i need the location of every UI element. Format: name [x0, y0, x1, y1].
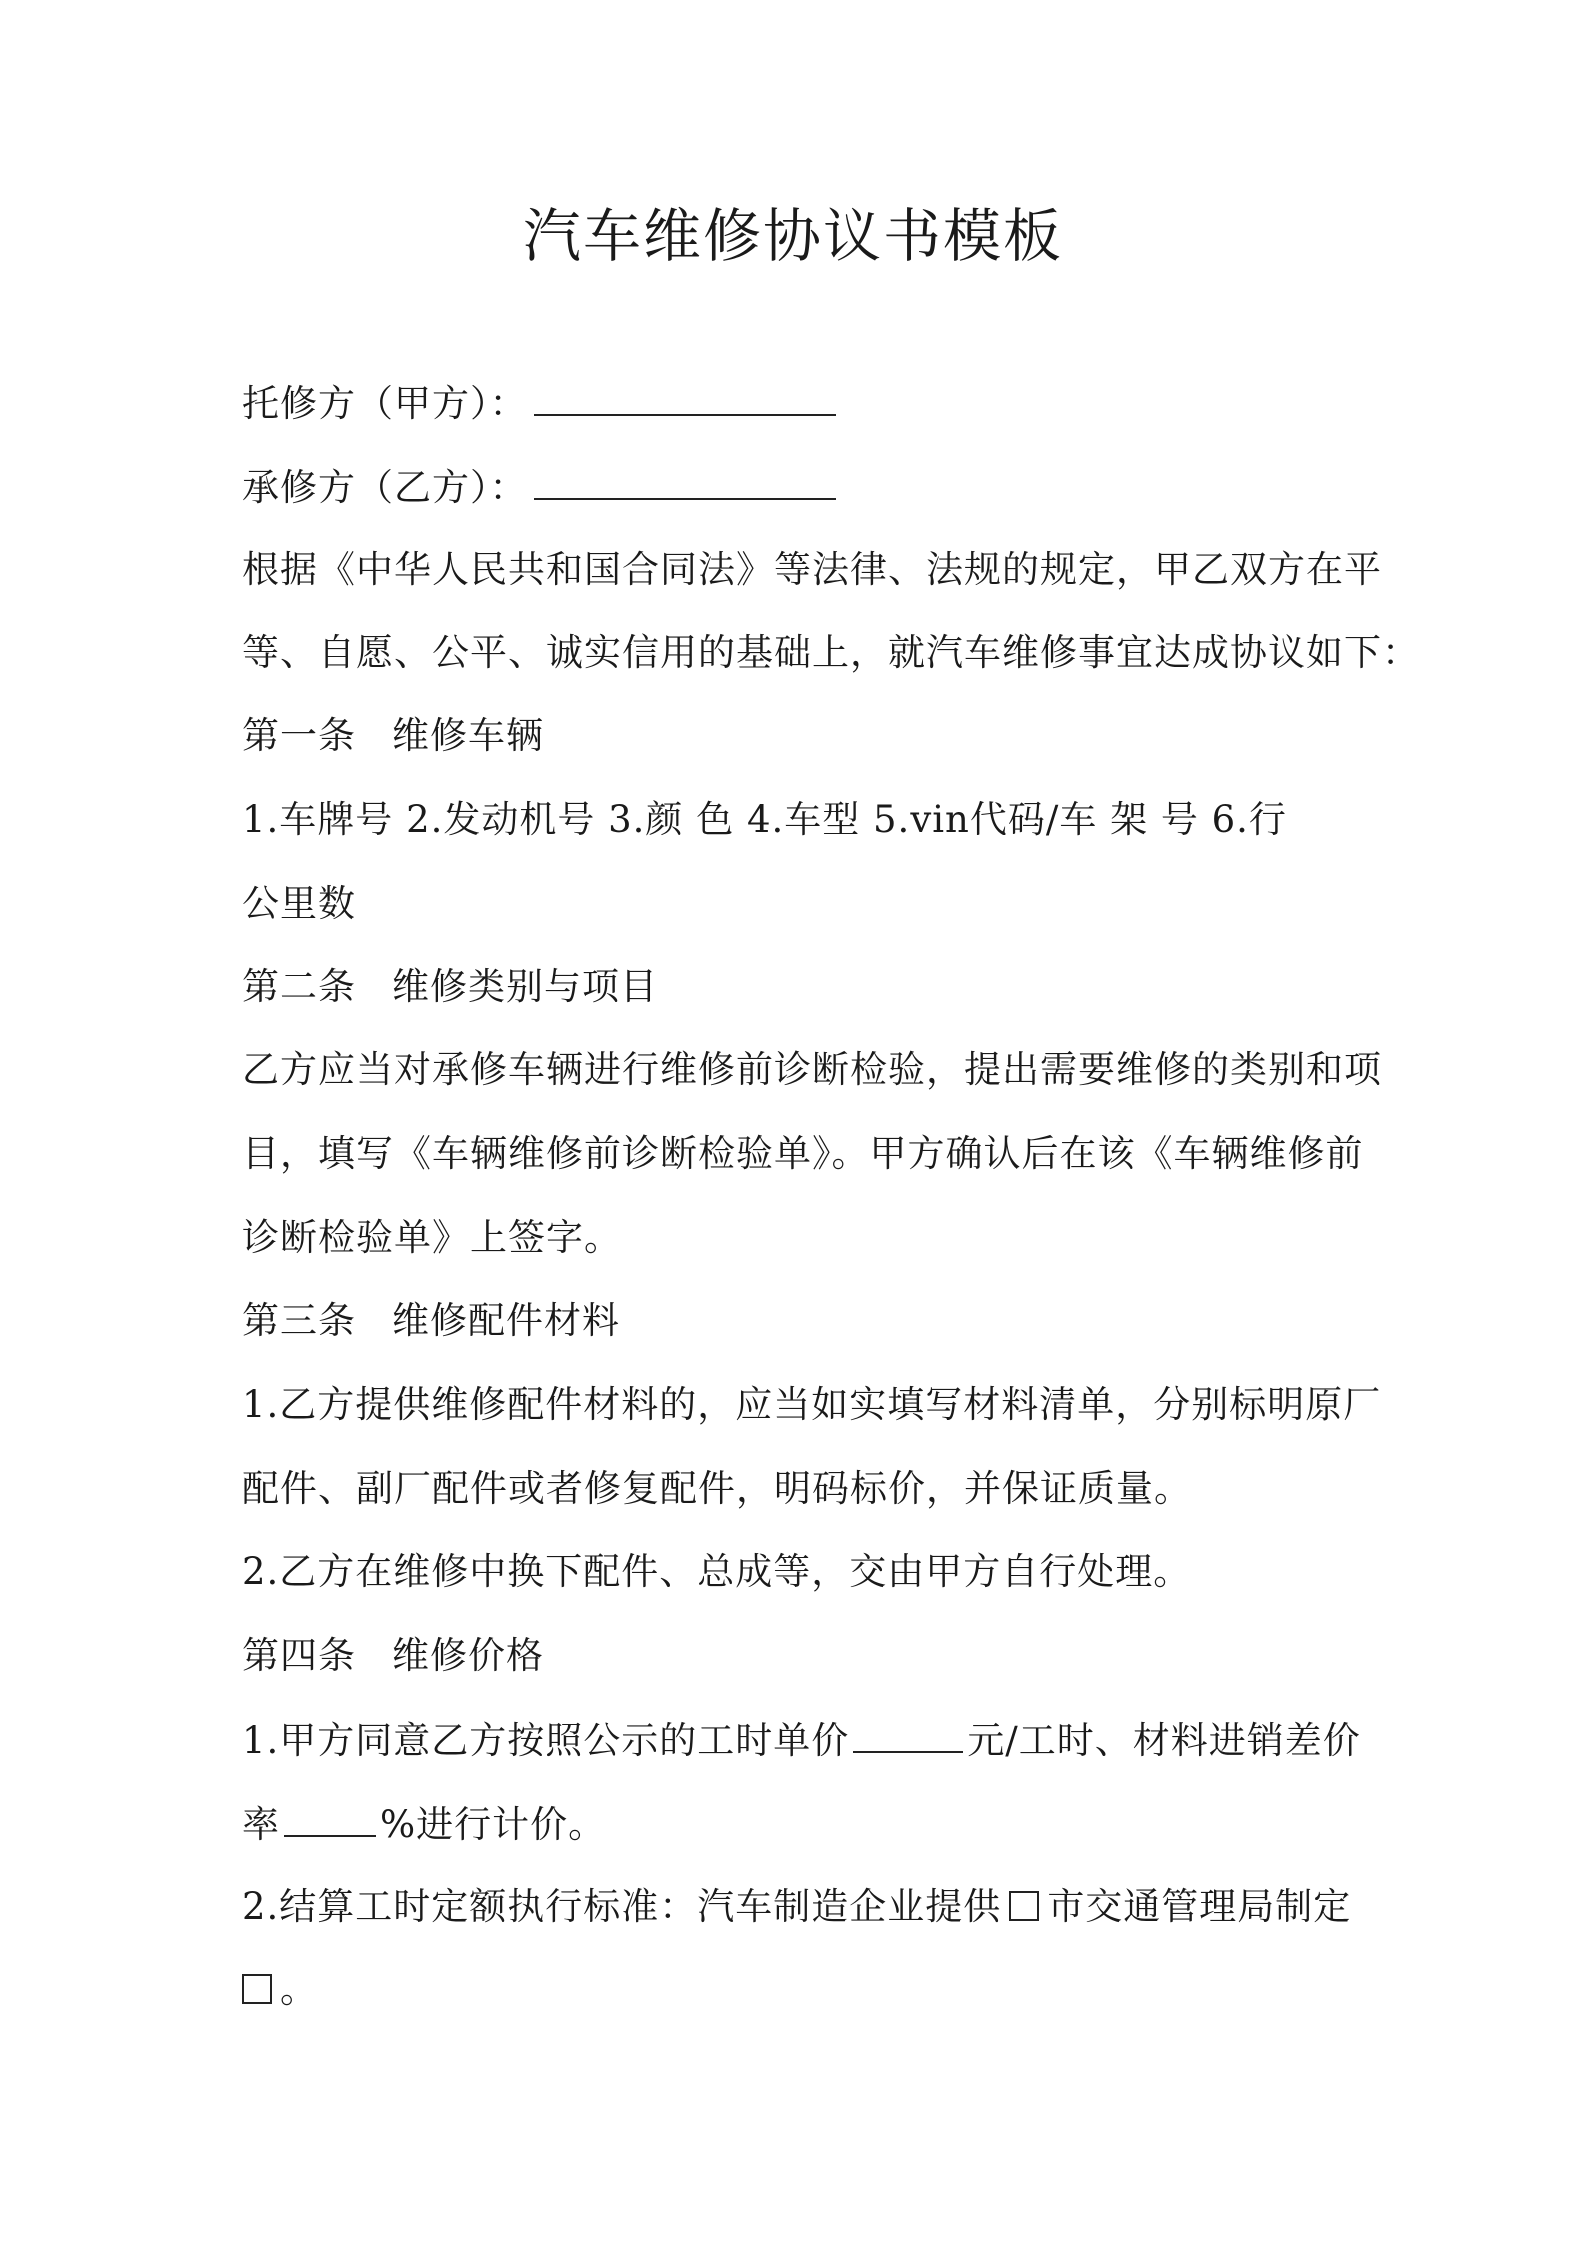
party-b-label: 承修方（乙方）： — [242, 466, 528, 509]
intro-line-1: 根据《中华人民共和国合同法》等法律、法规的规定，甲乙双方在平 — [242, 548, 1382, 591]
traffic-bureau-standard-checkbox[interactable] — [242, 1974, 272, 2004]
labor-price-blank[interactable] — [853, 1711, 963, 1753]
article-4-line-3-text-a: 2.结算工时定额执行标准：汽车制造企业提供 — [242, 1885, 1002, 1928]
article-4-heading — [242, 1628, 1357, 1684]
article-1-line-2: 公里数 — [242, 882, 356, 925]
intro-line-2: 等、自愿、公平、诚实信用的基础上，就汽车维修事宜达成协议如下： — [242, 631, 1420, 674]
article-4-line-1-text-b: 元/工时、材料进销差价 — [967, 1719, 1361, 1762]
article-3-line-1: 1.乙方提供维修配件材料的，应当如实填写材料清单，分别标明原厂 — [242, 1383, 1382, 1426]
article-4-line-4 — [242, 1962, 1357, 2018]
party-a-blank[interactable] — [534, 374, 836, 416]
article-1-number: 第一条 — [242, 714, 356, 757]
article-2-line-1: 乙方应当对承修车辆进行维修前诊断检验，提出需要维修的类别和项 — [242, 1048, 1382, 1091]
article-2-line-3: 诊断检验单》上签字。 — [242, 1216, 622, 1259]
article-1-heading — [242, 708, 1357, 764]
article-3-line-2: 配件、副厂配件或者修复配件，明码标价，并保证质量。 — [242, 1467, 1192, 1510]
price-rate-blank[interactable] — [284, 1795, 376, 1837]
article-4-line-3 — [242, 1879, 1357, 1935]
article-4-line-2-text-a: 率 — [242, 1803, 280, 1846]
party-b-blank[interactable] — [534, 458, 836, 500]
article-4-line-2-text-b: %进行计价。 — [380, 1803, 607, 1846]
article-2-heading — [242, 959, 1357, 1015]
article-1-name: 维修车辆 — [392, 714, 544, 757]
article-4-line-4-text-b: 。 — [280, 1968, 318, 2011]
party-a-line — [242, 374, 1357, 432]
article-2-number: 第二条 — [242, 965, 356, 1008]
article-3-heading — [242, 1293, 1357, 1349]
party-a-label: 托修方（甲方）： — [242, 382, 528, 425]
article-2-name: 维修类别与项目 — [392, 965, 658, 1008]
party-b-line — [242, 458, 1357, 516]
article-4-line-2 — [242, 1795, 1357, 1853]
page-title: 汽车维修协议书模板 — [522, 202, 1063, 270]
article-3-name: 维修配件材料 — [392, 1299, 620, 1342]
article-3-number: 第三条 — [242, 1299, 356, 1342]
article-1-line-1: 1.车牌号 2.发动机号 3.颜 色 4.车型 5.vin代码/车 架 号 6.行 — [242, 798, 1287, 841]
manufacturer-standard-checkbox[interactable] — [1009, 1891, 1039, 1921]
article-4-line-1-text-a: 1.甲方同意乙方按照公示的工时单价 — [242, 1719, 850, 1762]
article-4-line-1 — [242, 1711, 1361, 1769]
article-3-line-3: 2.乙方在维修中换下配件、总成等，交由甲方自行处理。 — [242, 1550, 1192, 1593]
article-4-name: 维修价格 — [392, 1634, 544, 1677]
article-4-line-3-text-b: 市交通管理局制定 — [1047, 1885, 1352, 1928]
article-2-line-2: 目，填写《车辆维修前诊断检验单》。甲方确认后在该《车辆维修前 — [242, 1132, 1364, 1175]
article-4-number: 第四条 — [242, 1634, 356, 1677]
